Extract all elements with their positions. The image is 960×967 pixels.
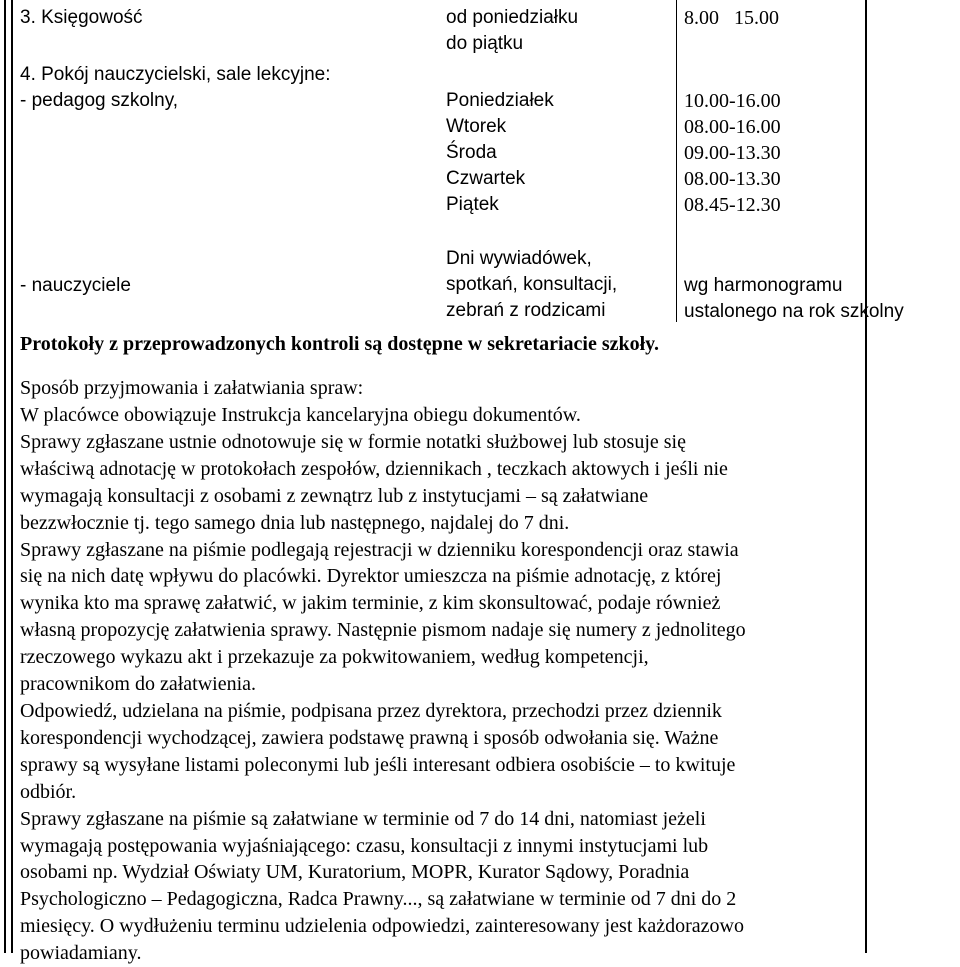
- row2-col2-line4: Czwartek: [446, 168, 526, 189]
- body-line: odbiór.: [20, 780, 77, 803]
- row2-col2-line2: Wtorek: [446, 116, 507, 137]
- body-line: bezzwłocznie tj. tego samego dnia lub następnego, najdalej do 7 dni.: [20, 511, 570, 534]
- body-line: rzeczowego wykazu akt i przekazuje za pokwitowaniem, według kompetencji,: [20, 646, 649, 669]
- row2-col3-line2: 08.00-16.00: [684, 116, 781, 138]
- body-line: W placówce obowiązuje Instrukcja kancelaryjna obiegu dokumentów.: [20, 404, 581, 426]
- left-border-inner: [11, 0, 13, 953]
- body-line: Sprawy zgłaszane na piśmie są załatwiane w terminie od 7 do 14 dni, natomiast jeżeli: [20, 807, 706, 830]
- body-line: właściwą adnotację w protokołach zespołów, dziennikach , teczkach aktowych i jeśli nie: [20, 457, 728, 480]
- row2-col3-line5: 08.45-12.30: [684, 194, 781, 216]
- body-line: osobami np. Wydział Oświaty UM, Kuratorium, MOPR, Kurator Sądowy, Poradnia: [20, 861, 690, 884]
- row2-col2-line3: Środa: [446, 142, 497, 163]
- row3-col1-line1: - nauczyciele: [20, 275, 131, 296]
- body-line: Sprawy zgłaszane na piśmie podlegają rejestracji w dzienniku korespondencji oraz stawia: [20, 538, 739, 561]
- body-line: wynika kto ma sprawę załatwić, w jakim terminie, z kim skonsultować, podaje również: [20, 592, 721, 615]
- body-line: Psychologiczno – Pedagogiczna, Radca Prawny..., są załatwiane w terminie od 7 dni do 2: [20, 888, 737, 911]
- protocol-note: Protokoły z przeprowadzonych kontroli są dostępne w sekretariacie szkoły.: [20, 333, 660, 355]
- body-line: pracownikom do załatwienia.: [20, 673, 257, 696]
- row1-col1-line1: 3. Księgowość: [20, 7, 143, 28]
- row2-col2-line5: Piątek: [446, 194, 499, 215]
- row3-col2-line3: zebrań z rodzicami: [446, 300, 606, 321]
- left-border-outer: [4, 0, 6, 953]
- row3-col3-line1: wg harmonogramu: [684, 275, 843, 296]
- row1-col3-line1: 8.00 15.00: [684, 7, 779, 29]
- section-heading: Sposób przyjmowania i załatwiania spraw:: [20, 377, 364, 399]
- row3-col3-line2: ustalonego na rok szkolny: [684, 301, 904, 322]
- body-line: korespondencji wychodzącej, zawiera podstawę prawną i sposób odwołania się. Ważne: [20, 726, 719, 749]
- body-line: wymagają postępowania wyjaśniającego: czasu, konsultacji z innymi instytucjami lub: [20, 834, 709, 857]
- body-line: Odpowiedź, udzielana na piśmie, podpisana przez dyrektora, przechodzi przez dziennik: [20, 699, 722, 722]
- body-line: własną propozycję załatwienia sprawy. Następnie pismom nadaje się numery z jednolitego: [20, 619, 746, 642]
- row2-col1-line2: - pedagog szkolny,: [20, 90, 179, 111]
- table-column-divider: [676, 0, 677, 322]
- body-line: sprawy są wysyłane listami poleconymi lub jeśli interesant odbiera osobiście – to kwituje: [20, 753, 736, 776]
- row2-col3-line4: 08.00-13.30: [684, 168, 781, 190]
- row3-col2-line2: spotkań, konsultacji,: [446, 274, 618, 295]
- row3-col2-line1: Dni wywiadówek,: [446, 248, 592, 269]
- row1-col2-line2: do piątku: [446, 33, 524, 54]
- row2-col3-line3: 09.00-13.30: [684, 142, 781, 164]
- row2-col2-line1: Poniedziałek: [446, 90, 554, 111]
- body-line: Sprawy zgłaszane ustnie odnotowuje się w formie notatki służbowej lub stosuje się: [20, 430, 686, 453]
- row2-col3-line1: 10.00-16.00: [684, 90, 781, 112]
- body-line: miesięcy. O wydłużeniu terminu udzielenia odpowiedzi, zainteresowany jest każdorazowo: [20, 915, 745, 938]
- body-line: się na nich datę wpływu do placówki. Dyrektor umieszcza na piśmie adnotację, z której: [20, 565, 722, 588]
- procedure-body: [20, 404, 860, 967]
- right-border: [865, 0, 867, 953]
- row2-col1-line1: 4. Pokój nauczycielski, sale lekcyjne:: [20, 64, 331, 85]
- body-line: powiadamiany.: [20, 942, 142, 965]
- body-line: wymagają konsultacji z osobami z zewnątrz lub z instytucjami – są załatwiane: [20, 484, 649, 507]
- row1-col2-line1: od poniedziałku: [446, 7, 579, 28]
